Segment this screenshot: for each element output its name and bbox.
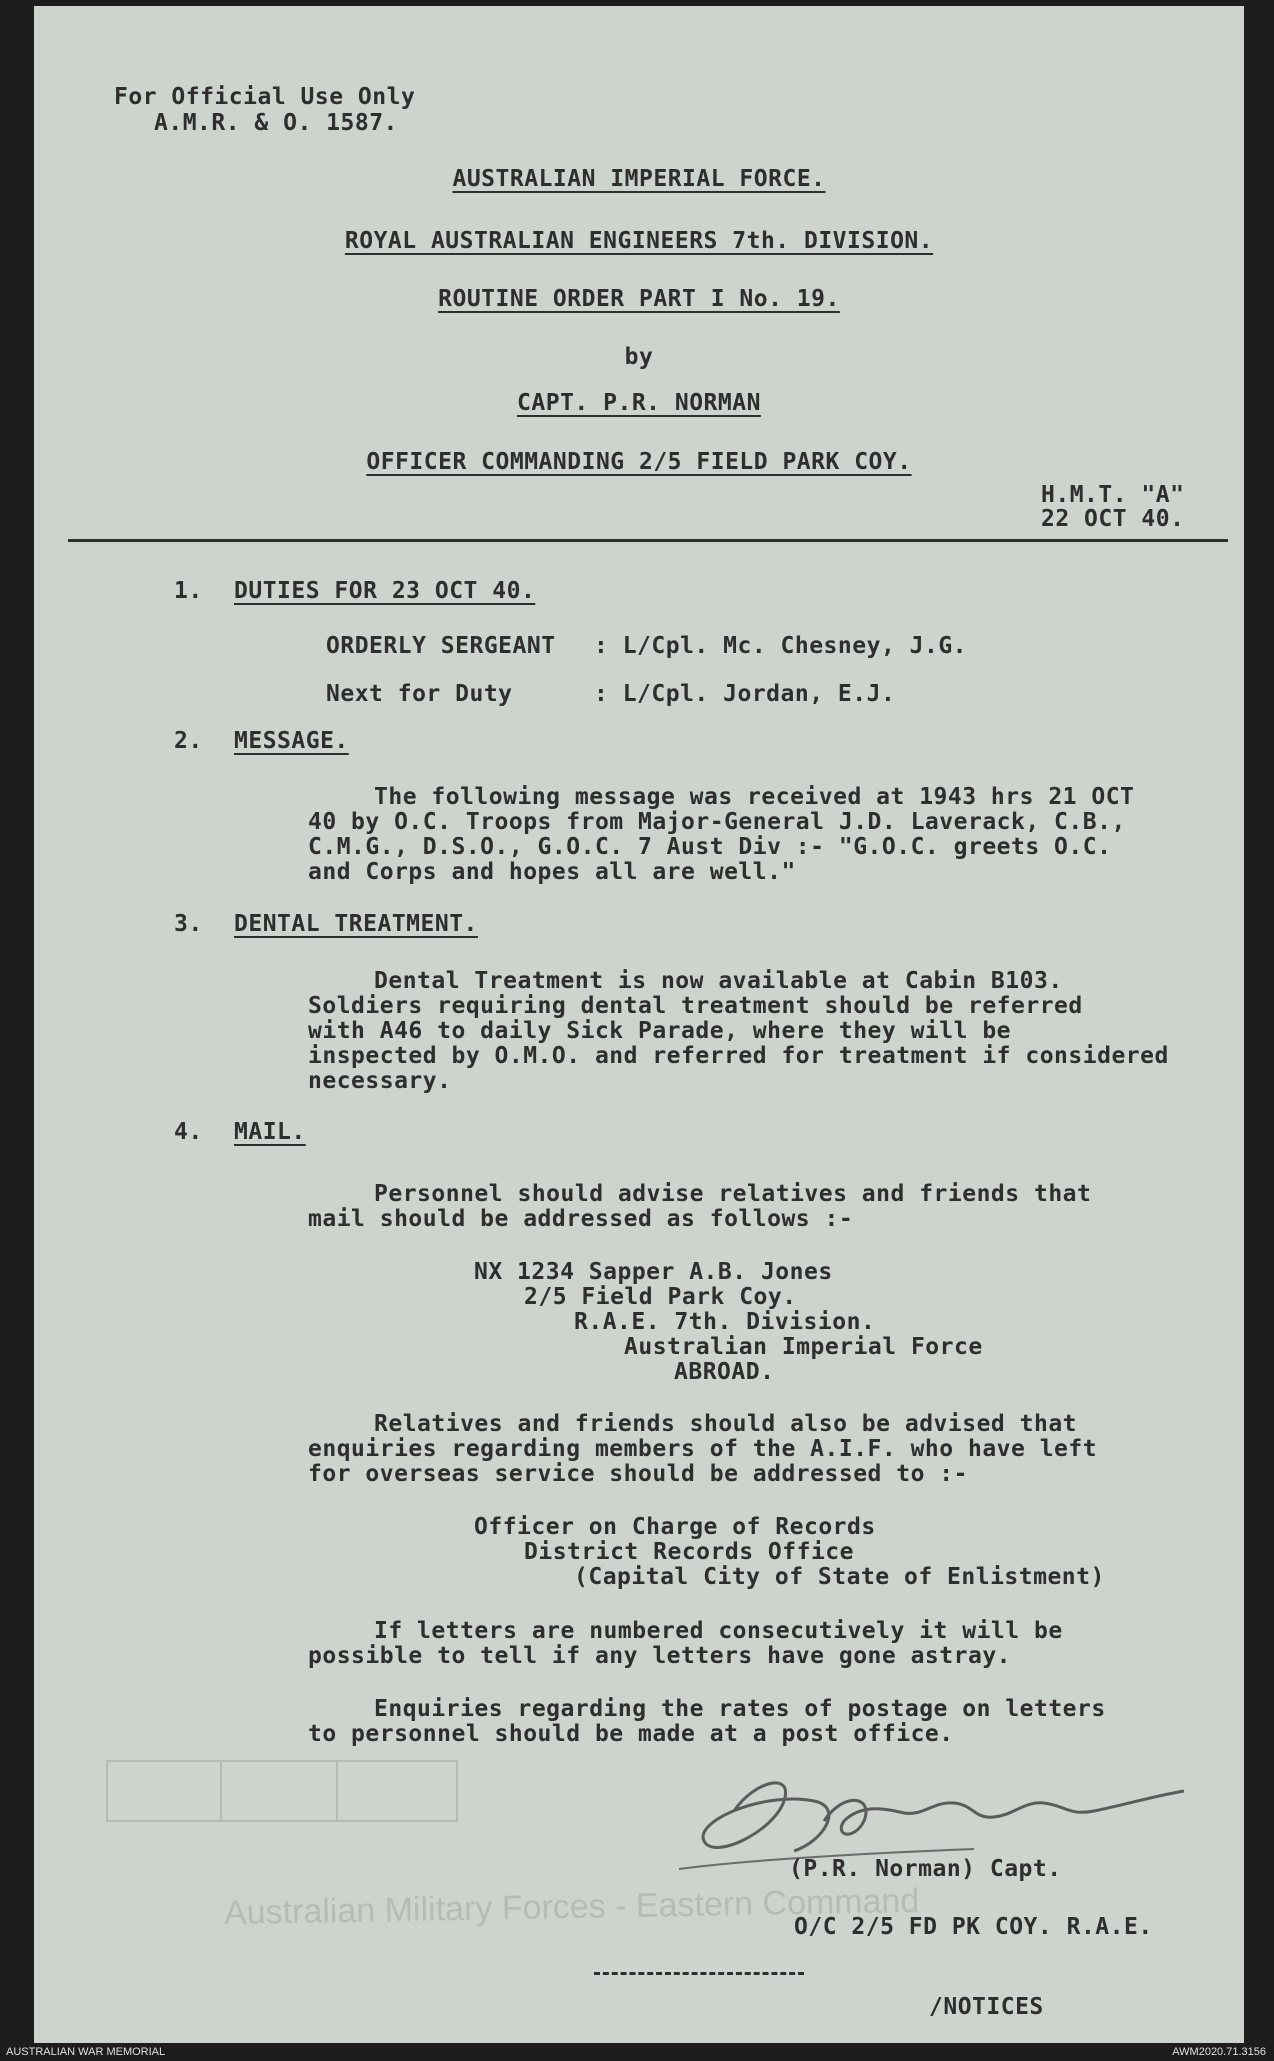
archive-credit: AUSTRALIAN WAR MEMORIAL: [6, 2046, 166, 2058]
address-line-5: ABROAD.: [674, 1359, 775, 1385]
duty-value-next-for-duty: : L/Cpl. Jordan, E.J.: [594, 681, 896, 707]
official-use-line: For Official Use Only: [114, 84, 416, 110]
dental-line-3: with A46 to daily Sick Parade, where they will be: [308, 1018, 1012, 1044]
unit-heading: ROYAL AUSTRALIAN ENGINEERS 7th. DIVISION.: [344, 228, 934, 254]
section-4-number: 4.: [174, 1119, 203, 1145]
dental-line-2: Soldiers requiring dental treatment should be referred: [308, 993, 1083, 1019]
mail-para-2-line-2: enquiries regarding members of the A.I.F. who have left: [308, 1436, 1098, 1462]
order-date: 22 OCT 40.: [1041, 506, 1185, 532]
faded-stamp-box: [106, 1760, 458, 1822]
archive-reference: AWM2020.71.3156: [1172, 2046, 1266, 2058]
signatory-unit: O/C 2/5 FD PK COY. R.A.E.: [794, 1914, 1153, 1940]
section-2-title: MESSAGE.: [234, 728, 349, 754]
mail-para-3-line-1: If letters are numbered consecutively it will be: [374, 1618, 1063, 1644]
records-line-1: Officer on Charge of Records: [474, 1514, 876, 1540]
mail-para-1-line-2: mail should be addressed as follows :-: [308, 1206, 854, 1232]
address-line-4: Australian Imperial Force: [624, 1334, 983, 1360]
message-line-3: C.M.G., D.S.O., G.O.C. 7 Aust Div :- "G.O.C. greets O.C.: [308, 834, 1112, 860]
mail-para-4-line-1: Enquiries regarding the rates of postage on letters: [374, 1696, 1106, 1722]
duty-label-orderly-sergeant: ORDERLY SERGEANT: [326, 633, 556, 659]
signatory-name: (P.R. Norman) Capt.: [789, 1856, 1062, 1882]
dental-line-5: necessary.: [308, 1068, 452, 1094]
section-3-title: DENTAL TREATMENT.: [234, 911, 478, 937]
section-1-number: 1.: [174, 578, 203, 604]
organisation-heading: AUSTRALIAN IMPERIAL FORCE.: [452, 166, 826, 192]
officer-role: OFFICER COMMANDING 2/5 FIELD PARK COY.: [366, 449, 912, 475]
duty-label-next-for-duty: Next for Duty: [326, 681, 513, 707]
officer-name: CAPT. P.R. NORMAN: [517, 390, 761, 416]
ship-designation: H.M.T. "A": [1041, 482, 1185, 508]
address-line-2: 2/5 Field Park Coy.: [524, 1284, 797, 1310]
form-reference: A.M.R. & O. 1587.: [154, 110, 398, 136]
message-line-1: The following message was received at 1943 hrs 21 OCT: [374, 784, 1135, 810]
message-line-2: 40 by O.C. Troops from Major-General J.D. Laverack, C.B.,: [308, 809, 1126, 835]
address-line-3: R.A.E. 7th. Division.: [574, 1309, 876, 1335]
by-line: by: [624, 344, 654, 370]
watermark-text: Australian Military Forces - Eastern Command: [223, 1881, 920, 1933]
dental-line-4: inspected by O.M.O. and referred for treatment if considered: [308, 1043, 1169, 1069]
dental-line-1: Dental Treatment is now available at Cabin B103.: [374, 968, 1063, 994]
message-line-4: and Corps and hopes all are well.": [308, 859, 796, 885]
closing-divider: [594, 1972, 804, 1975]
mail-para-2-line-3: for overseas service should be addressed to :-: [308, 1461, 968, 1487]
mail-para-1-line-1: Personnel should advise relatives and friends that: [374, 1181, 1092, 1207]
header-divider: [68, 539, 1228, 542]
order-heading: ROUTINE ORDER PART I No. 19.: [438, 286, 840, 312]
section-2-number: 2.: [174, 728, 203, 754]
records-line-2: District Records Office: [524, 1539, 854, 1565]
mail-para-4-line-2: to personnel should be made at a post office.: [308, 1721, 954, 1747]
section-1-title: DUTIES FOR 23 OCT 40.: [234, 578, 536, 604]
mail-para-2-line-1: Relatives and friends should also be advised that: [374, 1411, 1078, 1437]
section-3-number: 3.: [174, 911, 203, 937]
section-4-title: MAIL.: [234, 1119, 306, 1145]
continued-notice: /NOTICES: [929, 1994, 1044, 2020]
document-page: [34, 6, 1244, 2043]
mail-para-3-line-2: possible to tell if any letters have gone astray.: [308, 1643, 1012, 1669]
address-line-1: NX 1234 Sapper A.B. Jones: [474, 1259, 833, 1285]
duty-value-orderly-sergeant: : L/Cpl. Mc. Chesney, J.G.: [594, 633, 968, 659]
records-line-3: (Capital City of State of Enlistment): [574, 1564, 1105, 1590]
